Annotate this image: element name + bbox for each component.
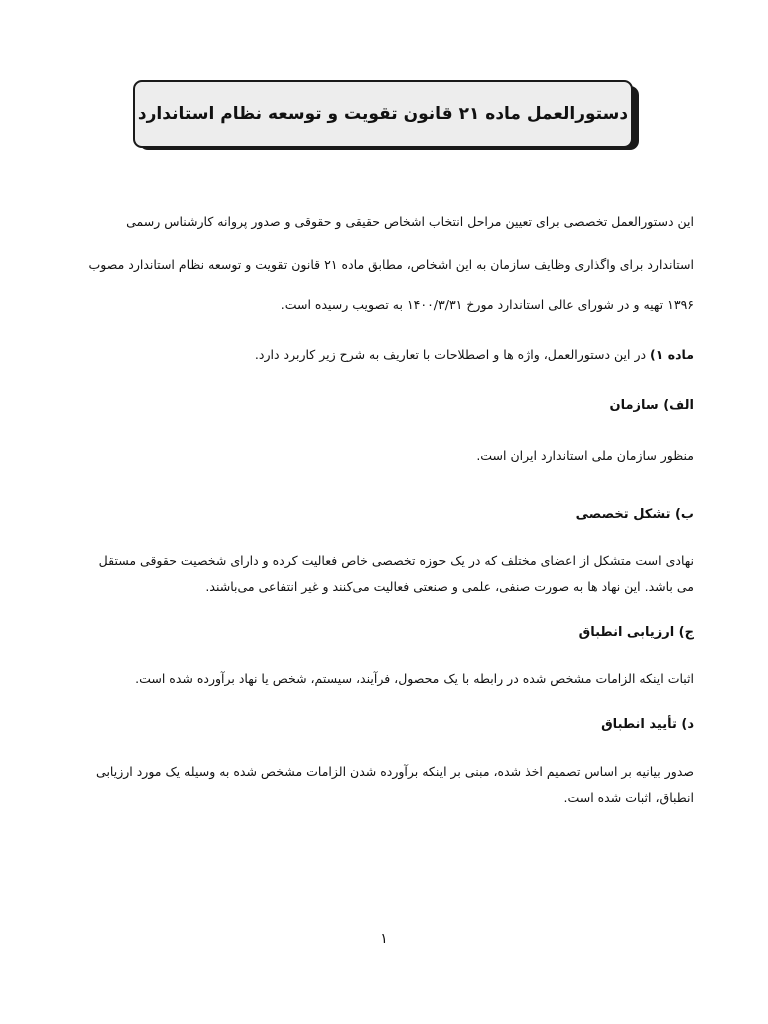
document-title: دستورالعمل ماده ۲۱ قانون تقویت و توسعه نظام استاندارد xyxy=(137,104,629,124)
section-heading-b: ب) تشکل تخصصی xyxy=(575,507,694,522)
article-1 xyxy=(74,347,694,362)
section-heading-a: الف) سازمان xyxy=(609,398,694,413)
section-b-line-2: می باشد. این نهاد ها به صورت صنفی، علمی و صنعتی فعالیت می‌کنند و غیر انتفاعی می‌باشند. xyxy=(205,579,694,594)
article-1-text: در این دستورالعمل، واژه ها و اصطلاحات با تعاریف به شرح زیر کاربرد دارد. xyxy=(254,347,651,362)
article-1-label: ماده ۱) xyxy=(650,347,694,362)
section-a-line-1: منظور سازمان ملی استاندارد ایران است. xyxy=(476,448,694,463)
section-c-line-1: اثبات اینکه الزامات مشخص شده در رابطه با یک محصول، فرآیند، سیستم، شخص یا نهاد برآورده شده است. xyxy=(135,671,694,686)
section-d-line-1: صدور بیانیه بر اساس تصمیم اخذ شده، مبنی بر اینکه برآورده شدن الزامات مشخص شده به وسیله یک مورد ارزیابی xyxy=(96,764,694,779)
title-box xyxy=(133,80,633,148)
section-heading-d: د) تأیید انطباق xyxy=(601,717,694,732)
intro-line-2: استاندارد برای واگذاری وظایف سازمان به این اشخاص، مطابق ماده ۲۱ قانون تقویت و توسعه نظام استاندارد مصوب xyxy=(88,257,694,272)
section-b-line-1: نهادی است متشکل از اعضای مختلف که در یک حوزه تخصصی خاص فعالیت کرده و دارای شخصیت حقوقی مستقل xyxy=(98,553,694,568)
intro-line-3: ۱۳۹۶ تهیه و در شورای عالی استاندارد مورخ ۱۴۰۰/۳/۳۱ به تصویب رسیده است. xyxy=(280,297,694,312)
section-d-line-2: انطباق، اثبات شده است. xyxy=(563,790,694,805)
section-heading-c: ج) ارزیابی انطباق xyxy=(578,625,694,640)
page-number: ۱ xyxy=(380,931,388,947)
intro-line-1: این دستورالعمل تخصصی برای تعیین مراحل انتخاب اشخاص حقیقی و حقوقی و صدور پروانه کارشناس رسمی xyxy=(126,214,694,229)
